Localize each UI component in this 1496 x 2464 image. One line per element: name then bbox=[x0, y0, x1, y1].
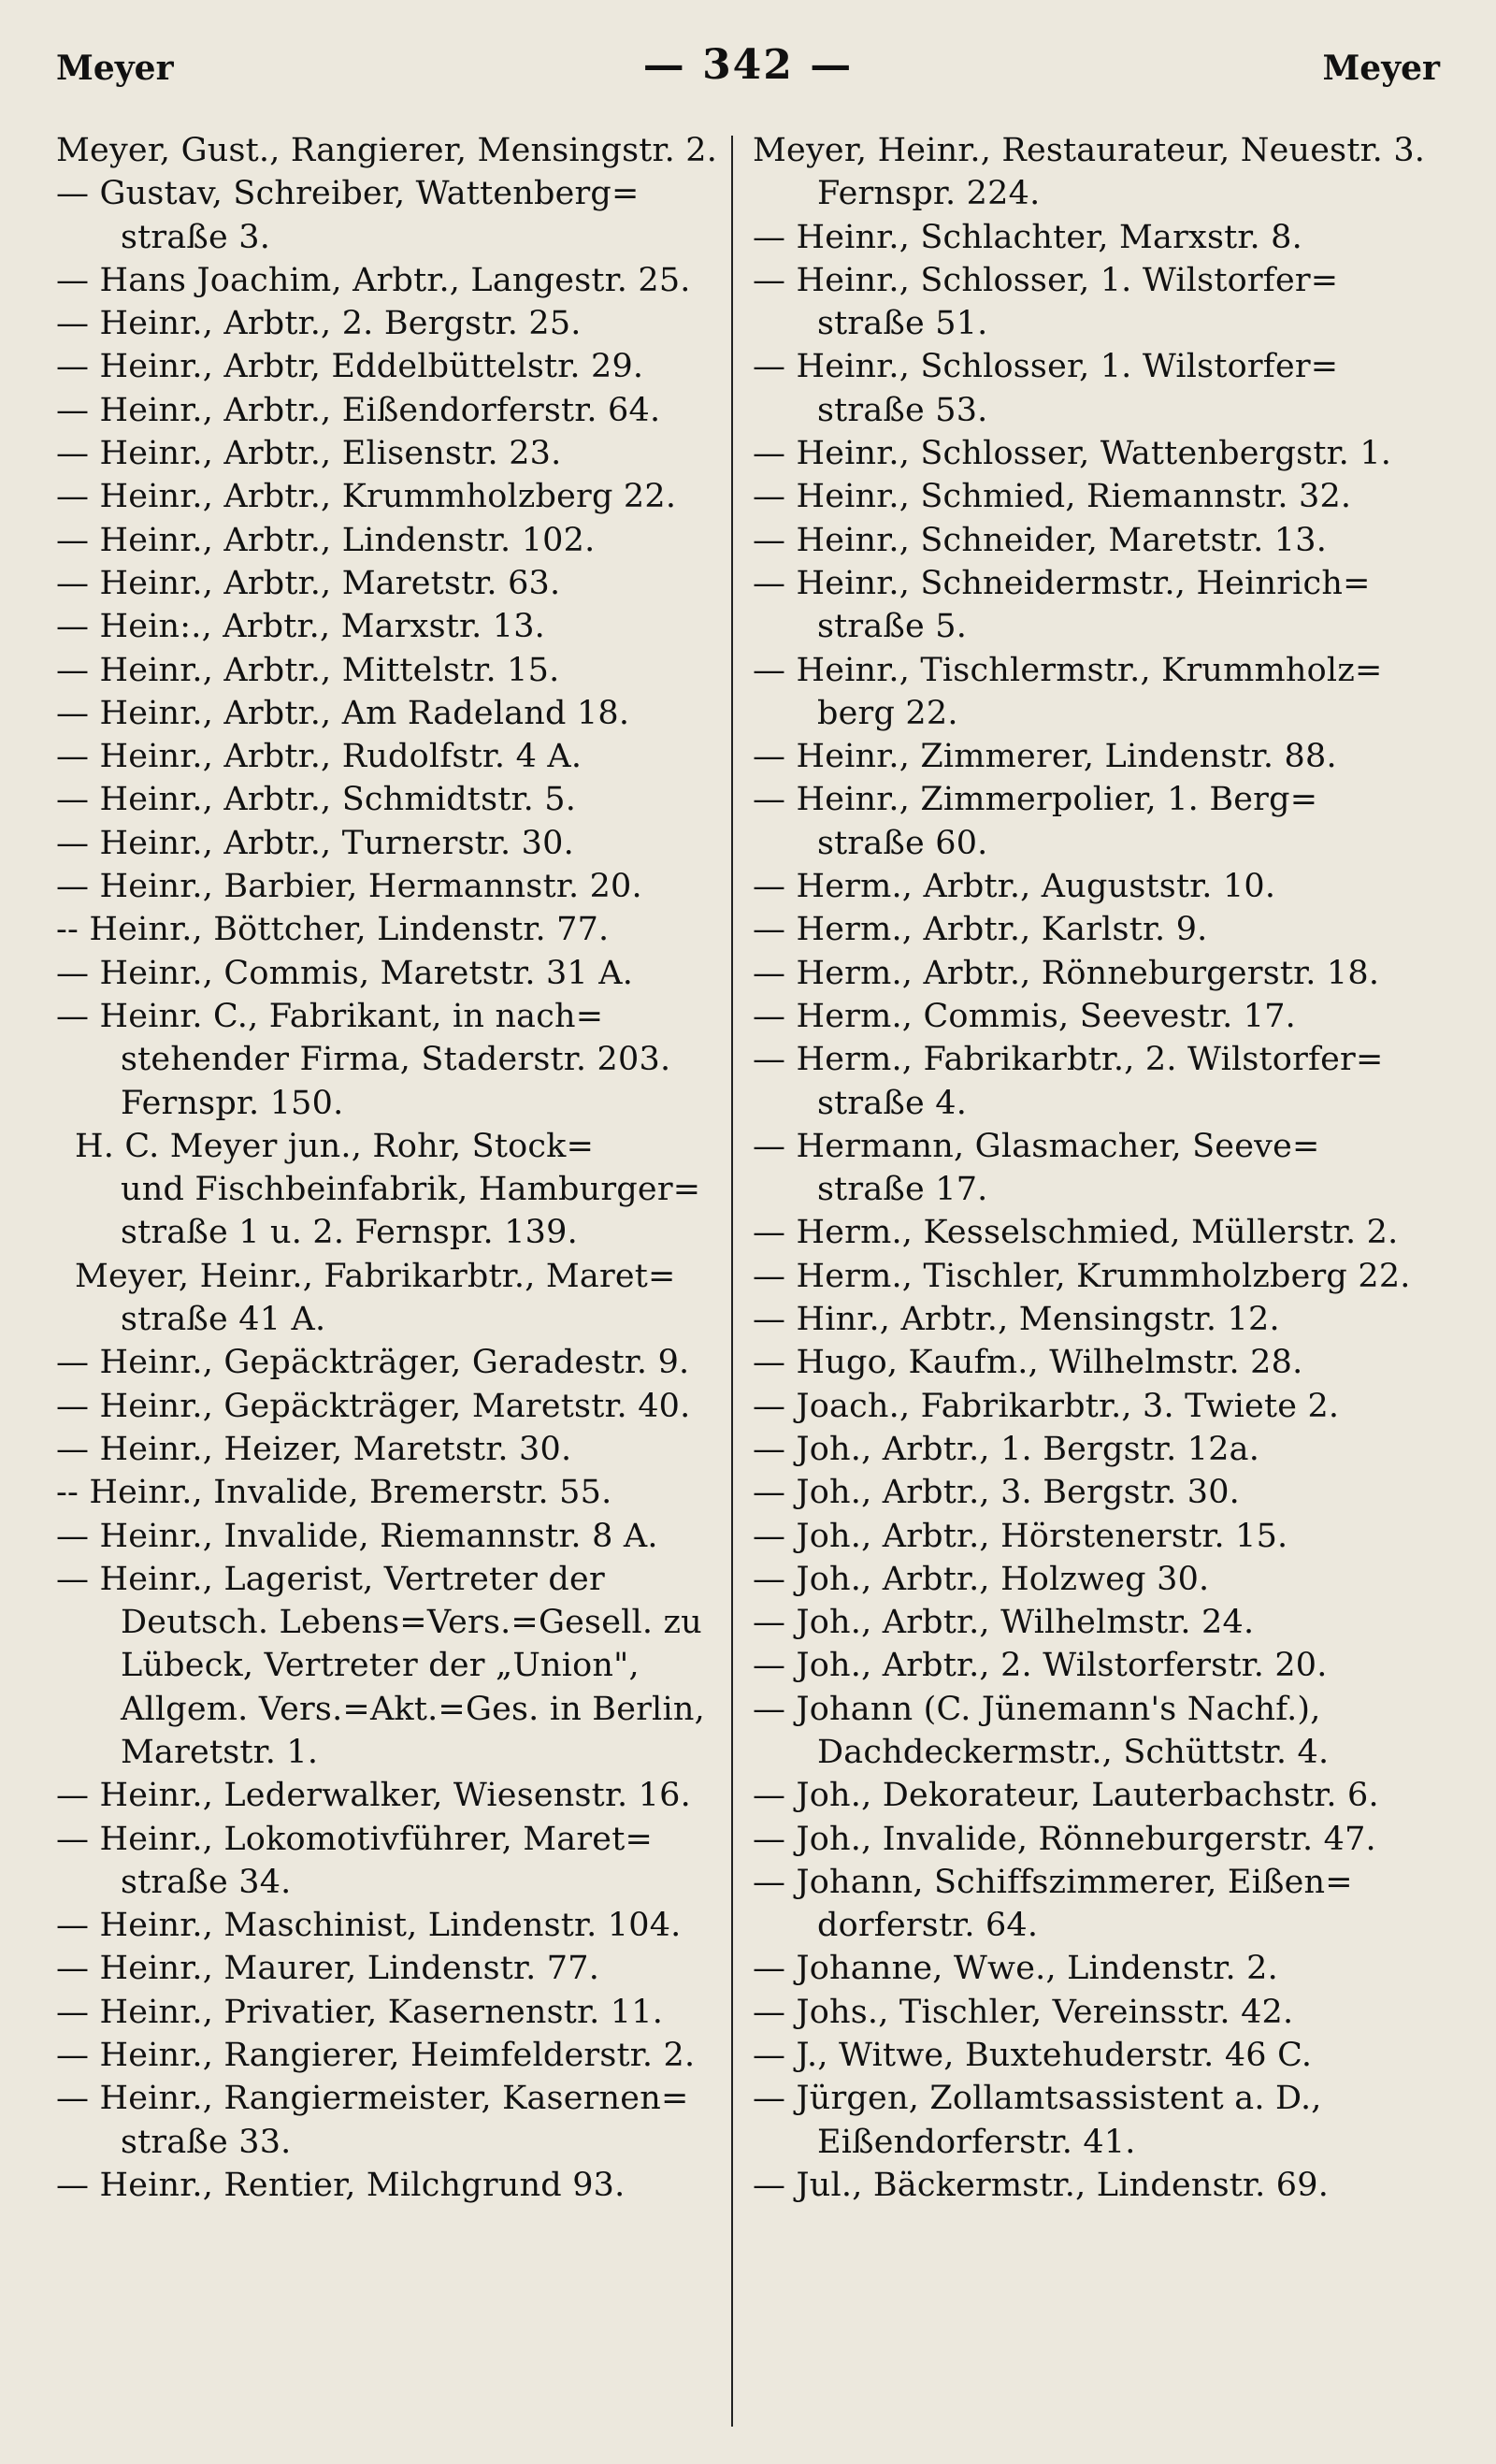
directory-entry-line: straße 34. bbox=[121, 1863, 292, 1901]
directory-entry-line: — Heinr., Schlosser, 1. Wilstorfer= bbox=[753, 348, 1339, 386]
directory-entry-line: — Heinr., Arbtr., Turnerstr. 30. bbox=[56, 824, 574, 862]
directory-entry-line: — Heinr., Schneider, Maretstr. 13. bbox=[753, 521, 1328, 559]
right-column bbox=[753, 129, 1435, 2207]
directory-entry-line: — Heinr., Invalide, Riemannstr. 8 A. bbox=[56, 1517, 658, 1555]
directory-entry-line: straße 33. bbox=[121, 2123, 292, 2161]
directory-entry-line: und Fischbeinfabrik, Hamburger= bbox=[121, 1171, 701, 1209]
directory-entry-line: — Gustav, Schreiber, Wattenberg= bbox=[56, 175, 640, 213]
directory-entry-line: — Hugo, Kaufm., Wilhelmstr. 28. bbox=[753, 1344, 1303, 1382]
directory-entry-line: — Heinr., Schneidermstr., Heinrich= bbox=[753, 564, 1371, 602]
directory-entry-line: — Hans Joachim, Arbtr., Langestr. 25. bbox=[56, 261, 691, 299]
directory-entry-line: — Heinr., Tischlermstr., Krummholz= bbox=[753, 651, 1383, 689]
directory-entry-line: straße 41 A. bbox=[121, 1301, 326, 1339]
directory-entry-line: — Heinr., Rangierer, Heimfelderstr. 2. bbox=[56, 2037, 696, 2075]
directory-entry-line: Maretstr. 1. bbox=[121, 1733, 319, 1771]
directory-entry-line: Fernspr. 150. bbox=[121, 1084, 344, 1122]
directory-entry-line: — Heinr., Arbtr., Lindenstr. 102. bbox=[56, 521, 596, 559]
left-column bbox=[56, 129, 729, 2207]
directory-entry-line: Dachdeckermstr., Schüttstr. 4. bbox=[817, 1733, 1330, 1771]
directory-entry-line: — Heinr., Arbtr., Schmidtstr. 5. bbox=[56, 781, 577, 819]
directory-entry-line: — Herm., Fabrikarbtr., 2. Wilstorfer= bbox=[753, 1041, 1384, 1079]
page-number: — 342 — bbox=[642, 41, 854, 89]
directory-entry-line: — Heinr., Heizer, Maretstr. 30. bbox=[56, 1430, 572, 1468]
directory-entry-line: — Heinr., Arbtr., Krummholzberg 22. bbox=[56, 478, 677, 516]
directory-entry-line: straße 1 u. 2. Fernspr. 139. bbox=[121, 1214, 578, 1252]
directory-entry-line: — Johann (C. Jünemann's Nachf.), bbox=[753, 1690, 1321, 1728]
directory-entry-line: — Heinr., Schlachter, Marxstr. 8. bbox=[753, 218, 1302, 256]
directory-entry-line: — Heinr., Schmied, Riemannstr. 32. bbox=[753, 478, 1352, 516]
directory-entry-line: — Joach., Fabrikarbtr., 3. Twiete 2. bbox=[753, 1387, 1340, 1425]
directory-entry-line: — Herm., Tischler, Krummholzberg 22. bbox=[753, 1257, 1411, 1295]
directory-entry-line: — Heinr., Maschinist, Lindenstr. 104. bbox=[56, 1907, 682, 1945]
directory-entry-line: — Herm., Arbtr., Karlstr. 9. bbox=[753, 911, 1208, 949]
directory-entry-line: berg 22. bbox=[817, 694, 958, 732]
directory-entry-line: — Heinr., Commis, Maretstr. 31 A. bbox=[56, 954, 634, 992]
directory-entry-line: — Joh., Arbtr., Hörstenerstr. 15. bbox=[753, 1517, 1288, 1555]
directory-entry-line: Allgem. Vers.=Akt.=Ges. in Berlin, bbox=[121, 1690, 705, 1728]
directory-entry-line: stehender Firma, Staderstr. 203. bbox=[121, 1041, 671, 1079]
directory-entry-line: — Heinr., Arbtr., Elisenstr. 23. bbox=[56, 435, 562, 473]
directory-entry-line: — Heinr., Arbtr., 2. Bergstr. 25. bbox=[56, 305, 582, 343]
directory-entry-line: — Herm., Arbtr., Auguststr. 10. bbox=[753, 868, 1276, 906]
directory-entry-line: — Hinr., Arbtr., Mensingstr. 12. bbox=[753, 1301, 1280, 1339]
directory-entry-line: straße 51. bbox=[817, 305, 988, 343]
directory-entry-line: Eißendorferstr. 41. bbox=[817, 2123, 1136, 2161]
directory-entry-line: — Heinr. C., Fabrikant, in nach= bbox=[56, 997, 604, 1035]
directory-entry-line: — Jul., Bäckermstr., Lindenstr. 69. bbox=[753, 2166, 1330, 2204]
directory-entry-line: — Hein:., Arbtr., Marxstr. 13. bbox=[56, 608, 546, 646]
directory-entry-line: — Joh., Arbtr., 2. Wilstorferstr. 20. bbox=[753, 1647, 1328, 1685]
directory-entry-line: — Joh., Arbtr., Wilhelmstr. 24. bbox=[753, 1604, 1255, 1642]
column-divider bbox=[731, 136, 733, 2427]
directory-entry-line: — Heinr., Privatier, Kasernenstr. 11. bbox=[56, 1993, 664, 2031]
directory-entry-line: Meyer, Heinr., Restaurateur, Neuestr. 3. bbox=[753, 132, 1426, 169]
directory-entry-line: — Heinr., Maurer, Lindenstr. 77. bbox=[56, 1950, 600, 1988]
directory-entry-line: — Joh., Invalide, Rönneburgerstr. 47. bbox=[753, 1820, 1376, 1858]
directory-entry-line: Fernspr. 224. bbox=[817, 175, 1041, 213]
page-header bbox=[56, 41, 1440, 97]
directory-entry-line: straße 5. bbox=[817, 608, 968, 646]
directory-entry-line: — Heinr., Schlosser, Wattenbergstr. 1. bbox=[753, 435, 1392, 473]
directory-entry-line: Meyer, Gust., Rangierer, Mensingstr. 2. bbox=[56, 132, 718, 169]
header-right-name: Meyer bbox=[1322, 49, 1440, 88]
directory-entry-line: -- Heinr., Böttcher, Lindenstr. 77. bbox=[56, 911, 610, 949]
directory-entry-line: — Jürgen, Zollamtsassistent a. D., bbox=[753, 2080, 1322, 2118]
directory-entry-line: Lübeck, Vertreter der „Union", bbox=[121, 1647, 640, 1685]
directory-entry-line: — Heinr., Arbtr., Rudolfstr. 4 A. bbox=[56, 738, 583, 776]
directory-entry-line: — Heinr., Lokomotivführer, Maret= bbox=[56, 1820, 654, 1858]
directory-entry-line: — J., Witwe, Buxtehuderstr. 46 C. bbox=[753, 2037, 1313, 2075]
directory-entry-line: — Herm., Arbtr., Rönneburgerstr. 18. bbox=[753, 954, 1380, 992]
directory-entry-line: — Joh., Arbtr., 1. Bergstr. 12a. bbox=[753, 1430, 1260, 1468]
directory-entry-line: straße 60. bbox=[817, 824, 988, 862]
directory-entry-line: dorferstr. 64. bbox=[817, 1907, 1039, 1945]
directory-entry-line: — Heinr., Gepäckträger, Geradestr. 9. bbox=[56, 1344, 690, 1382]
directory-entry-line: — Heinr., Lagerist, Vertreter der bbox=[56, 1560, 605, 1598]
directory-entry-line: — Heinr., Schlosser, 1. Wilstorfer= bbox=[753, 261, 1339, 299]
directory-entry-line: Meyer, Heinr., Fabrikarbtr., Maret= bbox=[75, 1257, 676, 1295]
directory-entry-line: H. C. Meyer jun., Rohr, Stock= bbox=[75, 1127, 595, 1165]
directory-entry-line: — Heinr., Zimmerpolier, 1. Berg= bbox=[753, 781, 1318, 819]
directory-entry-line: straße 53. bbox=[817, 391, 988, 429]
directory-entry-line: — Herm., Commis, Seevestr. 17. bbox=[753, 997, 1297, 1035]
directory-entry-line: — Heinr., Rentier, Milchgrund 93. bbox=[56, 2166, 626, 2204]
directory-entry-line: — Johann, Schiffszimmerer, Eißen= bbox=[753, 1863, 1353, 1901]
directory-entry-line: — Heinr., Arbtr., Maretstr. 63. bbox=[56, 564, 561, 602]
directory-entry-line: straße 3. bbox=[121, 218, 271, 256]
header-left-name: Meyer bbox=[56, 49, 174, 88]
directory-entry-line: — Heinr., Rangiermeister, Kasernen= bbox=[56, 2080, 689, 2118]
directory-entry-line: straße 4. bbox=[817, 1084, 968, 1122]
directory-entry-line: — Heinr., Zimmerer, Lindenstr. 88. bbox=[753, 738, 1337, 776]
directory-entry-line: -- Heinr., Invalide, Bremerstr. 55. bbox=[56, 1474, 612, 1512]
directory-entry-line: — Heinr., Lederwalker, Wiesenstr. 16. bbox=[56, 1777, 691, 1815]
directory-entry-line: Deutsch. Lebens=Vers.=Gesell. zu bbox=[121, 1604, 702, 1642]
directory-entry-line: — Heinr., Arbtr., Am Radeland 18. bbox=[56, 694, 630, 732]
directory-entry-line: — Johanne, Wwe., Lindenstr. 2. bbox=[753, 1950, 1278, 1988]
directory-entry-line: — Joh., Arbtr., 3. Bergstr. 30. bbox=[753, 1474, 1240, 1512]
directory-entry-line: — Johs., Tischler, Vereinsstr. 42. bbox=[753, 1993, 1294, 2031]
directory-entry-line: — Joh., Dekorateur, Lauterbachstr. 6. bbox=[753, 1777, 1379, 1815]
directory-entry-line: — Heinr., Arbtr, Eddelbüttelstr. 29. bbox=[56, 348, 644, 386]
directory-entry-line: — Joh., Arbtr., Holzweg 30. bbox=[753, 1560, 1210, 1598]
directory-entry-line: — Heinr., Arbtr., Mittelstr. 15. bbox=[56, 651, 560, 689]
directory-entry-line: straße 17. bbox=[817, 1171, 988, 1209]
directory-entry-line: — Hermann, Glasmacher, Seeve= bbox=[753, 1127, 1320, 1165]
directory-entry-line: — Heinr., Arbtr., Eißendorferstr. 64. bbox=[56, 391, 661, 429]
directory-entry-line: — Herm., Kesselschmied, Müllerstr. 2. bbox=[753, 1214, 1399, 1252]
directory-entry-line: — Heinr., Gepäckträger, Maretstr. 40. bbox=[56, 1387, 691, 1425]
directory-entry-line: — Heinr., Barbier, Hermannstr. 20. bbox=[56, 868, 642, 906]
